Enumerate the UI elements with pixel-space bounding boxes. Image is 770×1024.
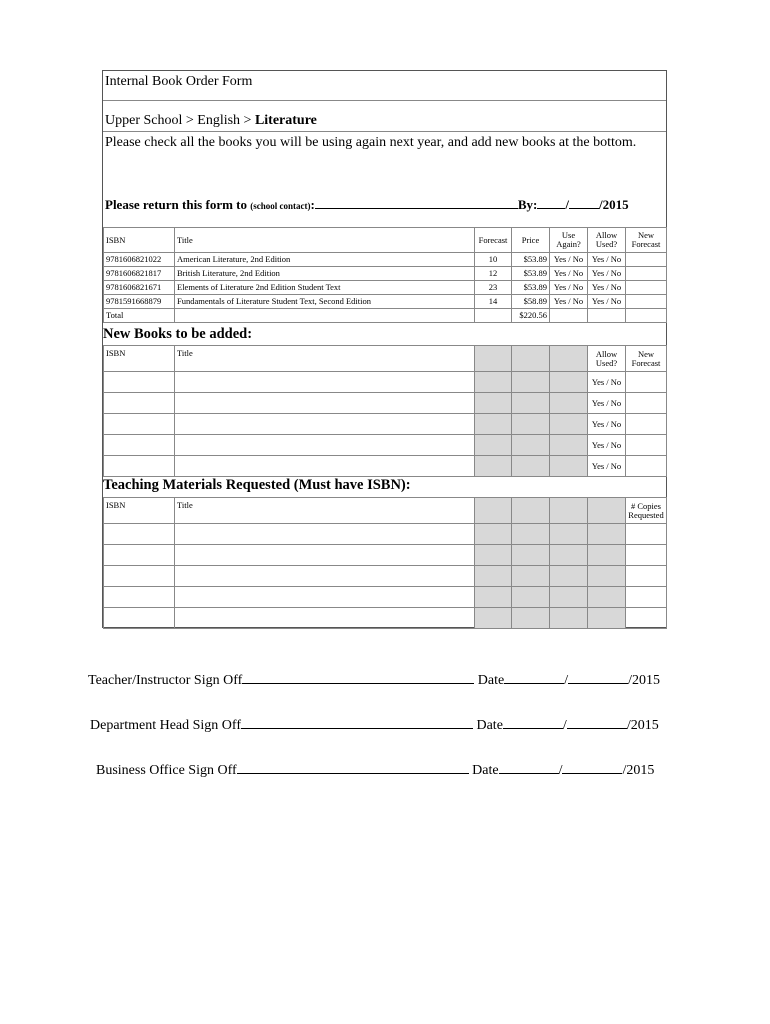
shaded-cell <box>550 566 588 587</box>
header-title: Title <box>175 346 475 372</box>
table-row <box>104 414 667 435</box>
shaded-cell <box>475 435 512 456</box>
table-row <box>104 267 667 281</box>
contact-hint: (school contact) <box>250 201 311 211</box>
header-title: Title <box>175 498 475 524</box>
new-forecast-field[interactable] <box>626 281 667 295</box>
shaded-cell <box>588 524 626 545</box>
empty-cell <box>588 309 626 323</box>
isbn-cell: 9781606821817 <box>104 267 175 281</box>
price-cell: $53.89 <box>512 281 550 295</box>
total-value: $220.56 <box>512 309 550 323</box>
title-cell: Elements of Literature 2nd Edition Student Text <box>175 281 475 295</box>
shaded-cell <box>550 435 588 456</box>
by-label: By: <box>517 197 538 212</box>
table-row <box>104 372 667 393</box>
signoff-teacher <box>88 671 660 689</box>
shaded-cell <box>588 545 626 566</box>
header-use-again: Use Again? <box>550 228 588 253</box>
date-year: /2015 <box>628 673 660 688</box>
table-row <box>104 281 667 295</box>
return-slash: / <box>565 197 569 212</box>
new-forecast-field[interactable] <box>626 267 667 281</box>
new-forecast-field[interactable] <box>626 372 667 393</box>
shaded-cell <box>550 545 588 566</box>
title-field[interactable] <box>175 566 475 587</box>
date-month-field[interactable] <box>503 716 563 729</box>
allow-used-choice[interactable]: Yes / No <box>588 267 626 281</box>
shaded-cell <box>512 587 550 608</box>
header-isbn: ISBN <box>104 228 175 253</box>
form-title: Internal Book Order Form <box>105 74 253 89</box>
header-allow-used: Allow Used? <box>588 228 626 253</box>
total-row <box>104 309 667 323</box>
header-isbn: ISBN <box>104 346 175 372</box>
empty-cell <box>475 309 512 323</box>
teaching-materials-heading: Teaching Materials Requested (Must have ISBN): <box>103 477 411 493</box>
isbn-cell: 9781606821671 <box>104 281 175 295</box>
header-new-forecast: New Forecast <box>626 228 667 253</box>
breadcrumb-path: Upper School > English > <box>105 113 255 128</box>
signoff-label: Department Head Sign Off <box>90 718 241 733</box>
allow-used-choice[interactable]: Yes / No <box>588 393 626 414</box>
header-copies-requested: # Copies Requested <box>626 498 667 524</box>
title-cell: American Literature, 2nd Edition <box>175 253 475 267</box>
isbn-field[interactable] <box>104 524 175 545</box>
price-cell: $58.89 <box>512 295 550 309</box>
allow-used-choice[interactable]: Yes / No <box>588 372 626 393</box>
return-month-field[interactable] <box>537 196 565 209</box>
new-forecast-field[interactable] <box>626 414 667 435</box>
shaded-cell <box>475 524 512 545</box>
isbn-cell: 9781606821022 <box>104 253 175 267</box>
shaded-cell <box>512 346 550 372</box>
shaded-cell <box>512 608 550 629</box>
return-year: /2015 <box>598 197 629 212</box>
shaded-cell <box>512 456 550 477</box>
shaded-cell <box>475 566 512 587</box>
date-month-field[interactable] <box>499 761 559 774</box>
total-label: Total <box>104 309 175 323</box>
shaded-cell <box>588 587 626 608</box>
table-row <box>104 524 667 545</box>
date-day-field[interactable] <box>568 671 628 684</box>
new-forecast-field[interactable] <box>626 456 667 477</box>
shaded-cell <box>512 372 550 393</box>
forecast-cell: 10 <box>475 253 512 267</box>
shaded-cell <box>512 435 550 456</box>
shaded-cell <box>550 393 588 414</box>
shaded-cell <box>512 393 550 414</box>
shaded-cell <box>588 498 626 524</box>
shaded-cell <box>475 414 512 435</box>
shaded-cell <box>512 566 550 587</box>
title-field[interactable] <box>175 414 475 435</box>
signature-field[interactable] <box>241 716 473 729</box>
date-label: Date <box>476 718 503 733</box>
shaded-cell <box>512 545 550 566</box>
isbn-field[interactable] <box>104 566 175 587</box>
table-header-row <box>104 498 667 524</box>
title-field[interactable] <box>175 608 475 629</box>
shaded-cell <box>550 587 588 608</box>
shaded-cell <box>475 587 512 608</box>
breadcrumb <box>105 113 317 129</box>
divider <box>103 131 666 132</box>
header-forecast: Forecast <box>475 228 512 253</box>
shaded-cell <box>512 498 550 524</box>
shaded-cell <box>550 498 588 524</box>
table-header-row <box>104 228 667 253</box>
table-row <box>104 295 667 309</box>
allow-used-choice[interactable]: Yes / No <box>588 456 626 477</box>
signoff-business-office <box>96 761 654 779</box>
signoff-label: Business Office Sign Off <box>96 763 237 778</box>
header-price: Price <box>512 228 550 253</box>
table-row <box>104 608 667 629</box>
date-day-field[interactable] <box>562 761 622 774</box>
isbn-field[interactable] <box>104 608 175 629</box>
title-cell: British Literature, 2nd Edition <box>175 267 475 281</box>
new-forecast-field[interactable] <box>626 435 667 456</box>
use-again-choice[interactable]: Yes / No <box>550 281 588 295</box>
table-row <box>104 587 667 608</box>
date-slash: / <box>564 673 569 688</box>
title-field[interactable] <box>175 524 475 545</box>
return-line <box>105 196 629 213</box>
isbn-cell: 9781591668879 <box>104 295 175 309</box>
allow-used-choice[interactable]: Yes / No <box>588 435 626 456</box>
shaded-cell <box>475 608 512 629</box>
new-books-table <box>103 345 667 477</box>
header-isbn: ISBN <box>104 498 175 524</box>
shaded-cell <box>475 372 512 393</box>
copies-field[interactable] <box>626 608 667 629</box>
table-row <box>104 253 667 267</box>
allow-used-choice[interactable]: Yes / No <box>588 253 626 267</box>
shaded-cell <box>550 456 588 477</box>
shaded-cell <box>588 608 626 629</box>
shaded-cell <box>475 346 512 372</box>
header-new-forecast: New Forecast <box>626 346 667 372</box>
isbn-field[interactable] <box>104 372 175 393</box>
date-label: Date <box>472 763 499 778</box>
teaching-materials-table <box>103 497 667 629</box>
isbn-field[interactable] <box>104 393 175 414</box>
use-again-choice[interactable]: Yes / No <box>550 253 588 267</box>
shaded-cell <box>550 524 588 545</box>
shaded-cell <box>550 414 588 435</box>
signoff-label: Teacher/Instructor Sign Off <box>88 673 243 688</box>
empty-cell <box>550 309 588 323</box>
header-title: Title <box>175 228 475 253</box>
date-month-field[interactable] <box>504 671 564 684</box>
header-allow-used: Allow Used? <box>588 346 626 372</box>
isbn-field[interactable] <box>104 456 175 477</box>
copies-field[interactable] <box>626 566 667 587</box>
title-field[interactable] <box>175 456 475 477</box>
price-cell: $53.89 <box>512 253 550 267</box>
forecast-cell: 12 <box>475 267 512 281</box>
allow-used-choice[interactable]: Yes / No <box>588 281 626 295</box>
shaded-cell <box>475 545 512 566</box>
shaded-cell <box>475 498 512 524</box>
title-field[interactable] <box>175 587 475 608</box>
table-row <box>104 545 667 566</box>
shaded-cell <box>512 524 550 545</box>
return-day-field[interactable] <box>569 196 599 209</box>
return-colon: : <box>310 197 315 212</box>
table-row <box>104 566 667 587</box>
isbn-field[interactable] <box>104 545 175 566</box>
date-slash: / <box>562 718 567 733</box>
new-forecast-field[interactable] <box>626 253 667 267</box>
shaded-cell <box>588 566 626 587</box>
title-field[interactable] <box>175 393 475 414</box>
table-row <box>104 393 667 414</box>
use-again-choice[interactable]: Yes / No <box>550 267 588 281</box>
new-books-heading: New Books to be added: <box>103 326 253 342</box>
signoff-department-head <box>90 716 659 734</box>
instructions-text: Please check all the books you will be using again next year, and add new books at the bottom. <box>105 135 637 150</box>
date-year: /2015 <box>626 718 659 733</box>
signature-field[interactable] <box>237 761 469 774</box>
table-row <box>104 435 667 456</box>
shaded-cell <box>475 393 512 414</box>
shaded-cell <box>512 414 550 435</box>
isbn-field[interactable] <box>104 414 175 435</box>
table-header-row <box>104 346 667 372</box>
title-field[interactable] <box>175 545 475 566</box>
return-label: Please return this form to <box>105 197 251 212</box>
date-label: Date <box>477 673 505 688</box>
isbn-field[interactable] <box>104 587 175 608</box>
allow-used-choice[interactable]: Yes / No <box>588 414 626 435</box>
shaded-cell <box>475 456 512 477</box>
use-again-choice[interactable]: Yes / No <box>550 295 588 309</box>
school-contact-field[interactable] <box>315 196 518 209</box>
divider <box>103 100 666 101</box>
breadcrumb-current: Literature <box>254 113 317 128</box>
isbn-field[interactable] <box>104 435 175 456</box>
copies-field[interactable] <box>626 587 667 608</box>
empty-cell <box>626 309 667 323</box>
copies-field[interactable] <box>626 524 667 545</box>
title-field[interactable] <box>175 435 475 456</box>
current-books-table <box>103 227 667 323</box>
forecast-cell: 14 <box>475 295 512 309</box>
new-forecast-field[interactable] <box>626 295 667 309</box>
shaded-cell <box>550 372 588 393</box>
shaded-cell <box>550 346 588 372</box>
table-row <box>104 456 667 477</box>
copies-field[interactable] <box>626 545 667 566</box>
shaded-cell <box>550 608 588 629</box>
title-field[interactable] <box>175 372 475 393</box>
forecast-cell: 23 <box>475 281 512 295</box>
allow-used-choice[interactable]: Yes / No <box>588 295 626 309</box>
price-cell: $53.89 <box>512 267 550 281</box>
title-cell: Fundamentals of Literature Student Text, Second Edition <box>175 295 475 309</box>
date-day-field[interactable] <box>567 716 627 729</box>
signature-field[interactable] <box>242 671 474 684</box>
date-slash: / <box>558 763 563 778</box>
empty-cell <box>175 309 475 323</box>
new-forecast-field[interactable] <box>626 393 667 414</box>
date-year: /2015 <box>622 763 655 778</box>
